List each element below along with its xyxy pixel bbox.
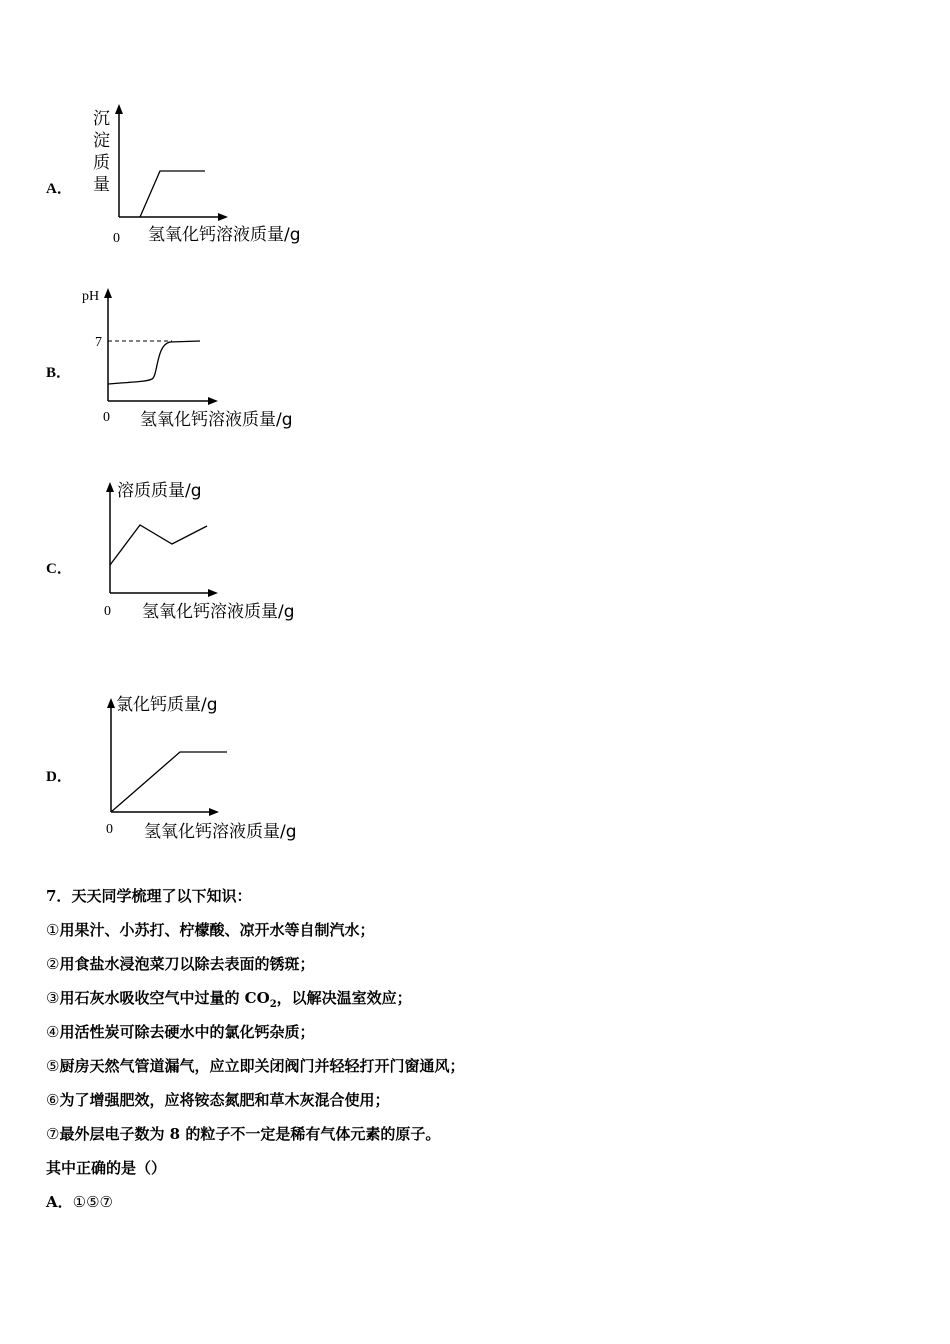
option-b-label: B． [46, 365, 72, 381]
curve-d [111, 752, 227, 812]
question-stem-text: 天天同学梳理了以下知识： [71, 887, 252, 905]
graph-c [80, 478, 340, 632]
item-mark: ⑥ [46, 1091, 60, 1109]
item-mark: ② [46, 955, 60, 973]
item-text: 厨房天然气管道漏气，应立即关闭阀门并轻轻打开门窗通风； [59, 1057, 465, 1075]
ylabel-char-4: 量 [93, 175, 110, 195]
item-text: 最外层电子数为 8 的粒子不一定是稀有气体元素的原子。 [59, 1125, 441, 1143]
item-mark: ① [46, 921, 60, 939]
ylabel-char-2: 淀 [93, 131, 110, 151]
xlabel: 氢氧化钙溶液质量/g [142, 602, 295, 622]
y-axis-arrow [106, 482, 114, 492]
item-text-after: ，以解决温室效应； [276, 989, 412, 1007]
item-text: 用石灰水吸收空气中过量的 CO [59, 989, 270, 1007]
ylabel: 溶质质量/g [117, 481, 202, 501]
answer-choice-a [46, 1192, 113, 1212]
x-axis-arrow [218, 213, 228, 221]
xlabel: 氢氧化钙溶液质量/g [144, 822, 297, 842]
question-prompt: 其中正确的是（） [46, 1159, 167, 1177]
knowledge-item-3 [46, 988, 412, 1015]
ylabel-ph: pH [82, 289, 100, 304]
xlabel: 氢氧化钙溶液质量/g [140, 410, 293, 430]
y7-label: 7 [95, 335, 102, 350]
option-a-label: A． [46, 181, 72, 197]
y-axis-arrow [107, 698, 115, 708]
x-axis-arrow [208, 397, 218, 405]
y-axis-arrow [104, 288, 112, 298]
answer-label: A． [46, 1193, 73, 1211]
question-stem [46, 886, 251, 906]
origin-label: 0 [103, 410, 110, 425]
item-text: 用果汁、小苏打、柠檬酸、凉开水等自制汽水； [59, 921, 375, 939]
item-text: 用活性炭可除去硬水中的氯化钙杂质； [59, 1023, 315, 1041]
x-axis-arrow [208, 589, 218, 597]
curve-a [140, 171, 205, 217]
question-number: 7． [46, 887, 72, 905]
option-d-label: D． [46, 769, 72, 785]
knowledge-item-4 [46, 1022, 314, 1042]
answer-text: ①⑤⑦ [72, 1193, 113, 1211]
y-axis-arrow [115, 104, 123, 114]
item-mark: ④ [46, 1023, 60, 1041]
origin-label: 0 [113, 231, 120, 246]
item-mark: ⑤ [46, 1057, 60, 1075]
graph-b [80, 283, 340, 437]
graph-a [80, 100, 340, 254]
knowledge-item-6 [46, 1090, 389, 1110]
curve-c [110, 525, 207, 565]
knowledge-item-2 [46, 954, 314, 974]
ylabel-char-3: 质 [93, 153, 110, 173]
origin-label: 0 [104, 604, 111, 619]
co2-subscript: 2 [269, 999, 277, 1010]
knowledge-item-7 [46, 1124, 440, 1144]
option-c-label: C． [46, 561, 72, 577]
curve-b [108, 341, 200, 384]
item-mark: ⑦ [46, 1125, 60, 1143]
x-axis-arrow [209, 808, 219, 816]
ylabel: 氯化钙质量/g [116, 695, 218, 715]
origin-label: 0 [106, 822, 113, 837]
xlabel: 氢氧化钙溶液质量/g [148, 225, 301, 245]
item-mark: ③ [46, 989, 60, 1007]
item-text: 为了增强肥效，应将铵态氮肥和草木灰混合使用； [59, 1091, 390, 1109]
knowledge-item-1 [46, 920, 374, 940]
ylabel-char-1: 沉 [93, 109, 110, 129]
item-text: 用食盐水浸泡菜刀以除去表面的锈斑； [59, 955, 315, 973]
knowledge-item-5 [46, 1056, 464, 1076]
graph-d [80, 692, 340, 846]
